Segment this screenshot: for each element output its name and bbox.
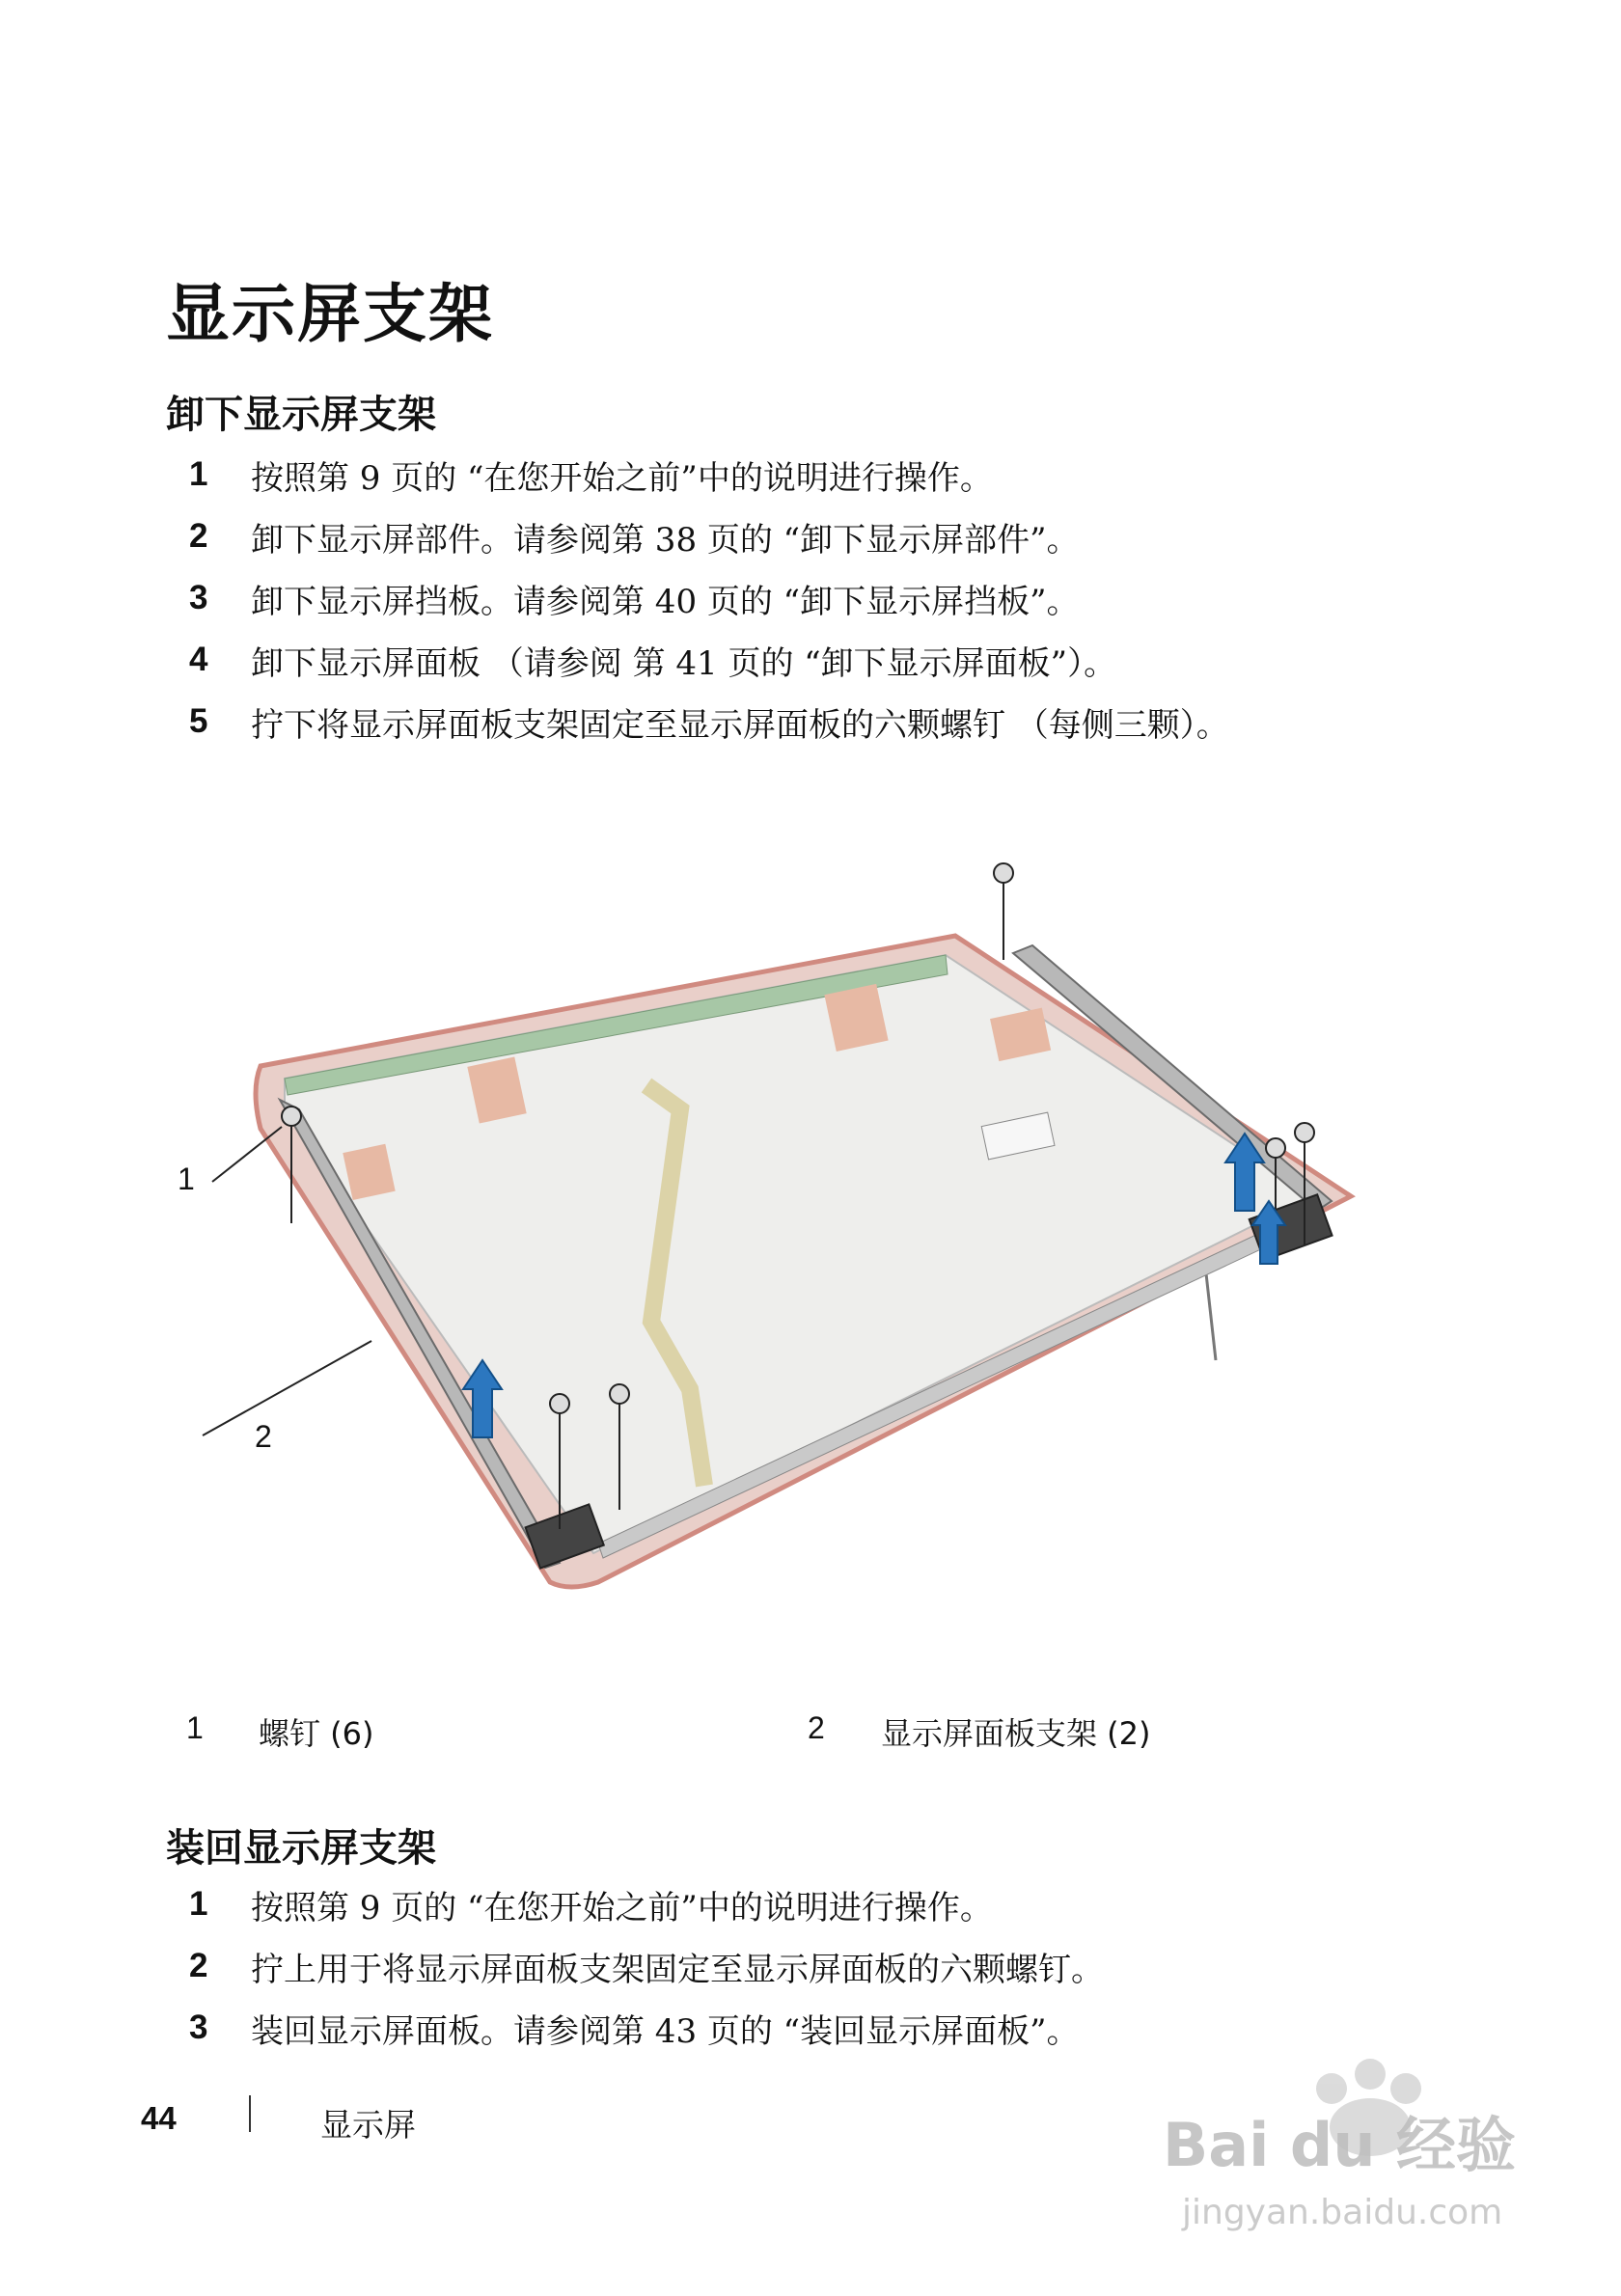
callout-1-line bbox=[212, 1127, 282, 1182]
callout-2-line bbox=[203, 1341, 371, 1435]
screw-icon bbox=[994, 863, 1013, 960]
step-text: 卸下显示屏部件。请参阅第 38 页的 “卸下显示屏部件”。 bbox=[251, 520, 1080, 560]
step-text: 拧上用于将显示屏面板支架固定至显示屏面板的六颗螺钉。 bbox=[251, 1950, 1104, 1989]
footer-section-name: 显示屏 bbox=[320, 2106, 416, 2144]
watermark-url: jingyan.baidu.com bbox=[1182, 2193, 1503, 2232]
legend-number: 1 bbox=[186, 1710, 204, 1745]
legend-text: 螺钉 (6) bbox=[259, 1715, 374, 1752]
legend-item bbox=[186, 1709, 204, 1746]
callout-1-label: 1 bbox=[178, 1162, 195, 1196]
remove-steps-list bbox=[189, 444, 1229, 752]
callout-2-label: 2 bbox=[255, 1419, 272, 1454]
legend-item-text bbox=[259, 1709, 374, 1754]
remove-step bbox=[189, 444, 1229, 506]
legend-item-text bbox=[881, 1709, 1151, 1754]
step-text: 拧下将显示屏面板支架固定至显示屏面板的六颗螺钉 （每侧三颗）。 bbox=[251, 705, 1229, 745]
replace-step bbox=[189, 1935, 1104, 1997]
step-text: 装回显示屏面板。请参阅第 43 页的 “装回显示屏面板”。 bbox=[251, 2011, 1080, 2051]
legend-text: 显示屏面板支架 (2) bbox=[881, 1715, 1151, 1752]
step-number: 4 bbox=[189, 641, 208, 678]
replace-steps-list bbox=[189, 1873, 1104, 2059]
page-number: 44 bbox=[141, 2100, 177, 2136]
step-text: 按照第 9 页的 “在您开始之前”中的说明进行操作。 bbox=[251, 1888, 993, 1927]
step-text: 卸下显示屏挡板。请参阅第 40 页的 “卸下显示屏挡板”。 bbox=[251, 582, 1080, 621]
remove-step bbox=[189, 629, 1229, 691]
replace-step bbox=[189, 1997, 1104, 2059]
step-number: 2 bbox=[189, 1947, 208, 1984]
replace-step bbox=[189, 1873, 1104, 1935]
page-title: 显示屏支架 bbox=[166, 277, 494, 351]
step-number: 2 bbox=[189, 517, 208, 555]
legend-item bbox=[808, 1709, 825, 1746]
step-number: 3 bbox=[189, 2009, 208, 2046]
remove-step bbox=[189, 691, 1229, 752]
step-text: 按照第 9 页的 “在您开始之前”中的说明进行操作。 bbox=[251, 458, 993, 498]
legend-number: 2 bbox=[808, 1710, 825, 1745]
step-text: 卸下显示屏面板 （请参阅 第 41 页的 “卸下显示屏面板”）。 bbox=[251, 643, 1117, 683]
footer-divider bbox=[249, 2095, 251, 2132]
remove-step bbox=[189, 567, 1229, 629]
baidu-watermark bbox=[1153, 2036, 1558, 2243]
step-number: 1 bbox=[189, 455, 208, 493]
remove-section-heading: 卸下显示屏支架 bbox=[166, 393, 436, 437]
replace-section-heading: 装回显示屏支架 bbox=[166, 1826, 436, 1871]
watermark-brand: Bai du 经验 bbox=[1163, 2110, 1517, 2180]
step-number: 1 bbox=[189, 1885, 208, 1923]
step-number: 3 bbox=[189, 579, 208, 616]
display-bracket-figure bbox=[164, 820, 1418, 1611]
antenna-cable bbox=[1206, 1273, 1216, 1360]
step-number: 5 bbox=[189, 702, 208, 740]
remove-step bbox=[189, 506, 1229, 567]
